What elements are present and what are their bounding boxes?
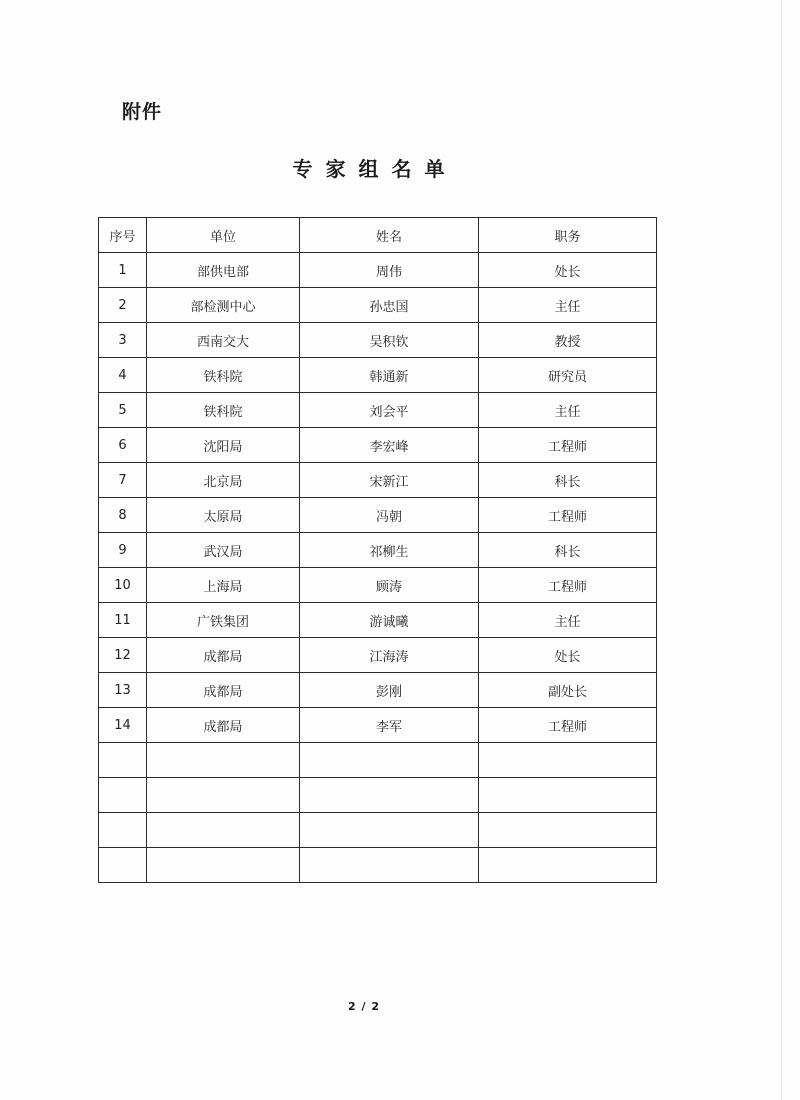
empty-table-row (99, 848, 657, 883)
cell-name: 顾涛 (300, 568, 479, 603)
cell-name: 韩通新 (300, 358, 479, 393)
cell-position: 科长 (479, 463, 657, 498)
table-row (99, 323, 657, 358)
table-row (99, 533, 657, 568)
table-row (99, 673, 657, 708)
empty-table-row (99, 743, 657, 778)
empty-cell (479, 813, 657, 848)
empty-cell (99, 848, 147, 883)
cell-unit: 成都局 (147, 638, 300, 673)
cell-position: 科长 (479, 533, 657, 568)
cell-index: 9 (99, 533, 147, 568)
cell-unit: 西南交大 (147, 323, 300, 358)
cell-position: 主任 (479, 288, 657, 323)
empty-cell (479, 743, 657, 778)
cell-index: 13 (99, 673, 147, 708)
empty-cell (147, 743, 300, 778)
cell-unit: 武汉局 (147, 533, 300, 568)
table-row (99, 708, 657, 743)
cell-unit: 部检测中心 (147, 288, 300, 323)
table-row (99, 463, 657, 498)
cell-index: 5 (99, 393, 147, 428)
header-index: 序号 (99, 218, 147, 253)
cell-index: 2 (99, 288, 147, 323)
cell-index: 4 (99, 358, 147, 393)
cell-index: 12 (99, 638, 147, 673)
cell-position: 研究员 (479, 358, 657, 393)
empty-cell (147, 778, 300, 813)
cell-name: 周伟 (300, 253, 479, 288)
cell-name: 吴积钦 (300, 323, 479, 358)
scan-edge-line (781, 0, 782, 1100)
cell-unit: 上海局 (147, 568, 300, 603)
attachment-label: 附件 (122, 101, 163, 123)
cell-unit: 铁科院 (147, 358, 300, 393)
table-row (99, 638, 657, 673)
empty-cell (300, 743, 479, 778)
table-row (99, 568, 657, 603)
page-number: 2 / 2 (348, 1000, 380, 1013)
cell-name: 宋新江 (300, 463, 479, 498)
empty-cell (147, 848, 300, 883)
cell-index: 11 (99, 603, 147, 638)
cell-position: 处长 (479, 253, 657, 288)
cell-index: 3 (99, 323, 147, 358)
cell-unit: 太原局 (147, 498, 300, 533)
cell-unit: 北京局 (147, 463, 300, 498)
cell-index: 8 (99, 498, 147, 533)
table-row (99, 498, 657, 533)
cell-name: 刘会平 (300, 393, 479, 428)
cell-position: 副处长 (479, 673, 657, 708)
empty-cell (300, 778, 479, 813)
table-row (99, 603, 657, 638)
cell-position: 工程师 (479, 708, 657, 743)
cell-index: 14 (99, 708, 147, 743)
empty-cell (300, 848, 479, 883)
header-unit: 单位 (147, 218, 300, 253)
expert-list-table (98, 217, 657, 883)
cell-unit: 部供电部 (147, 253, 300, 288)
cell-name: 祁柳生 (300, 533, 479, 568)
cell-position: 处长 (479, 638, 657, 673)
cell-name: 李宏峰 (300, 428, 479, 463)
table-row (99, 358, 657, 393)
cell-unit: 铁科院 (147, 393, 300, 428)
cell-index: 1 (99, 253, 147, 288)
empty-table-row (99, 778, 657, 813)
cell-index: 7 (99, 463, 147, 498)
cell-unit: 成都局 (147, 708, 300, 743)
cell-name: 游诚曦 (300, 603, 479, 638)
cell-position: 工程师 (479, 498, 657, 533)
table-header-row (99, 218, 657, 253)
cell-name: 冯朝 (300, 498, 479, 533)
cell-name: 江海涛 (300, 638, 479, 673)
cell-position: 主任 (479, 603, 657, 638)
cell-unit: 沈阳局 (147, 428, 300, 463)
cell-name: 李军 (300, 708, 479, 743)
header-position: 职务 (479, 218, 657, 253)
document-title: 专家组名单 (292, 157, 458, 181)
empty-cell (99, 778, 147, 813)
table-row (99, 253, 657, 288)
empty-cell (300, 813, 479, 848)
empty-cell (479, 848, 657, 883)
cell-index: 6 (99, 428, 147, 463)
cell-position: 工程师 (479, 568, 657, 603)
table-row (99, 428, 657, 463)
header-name: 姓名 (300, 218, 479, 253)
cell-name: 彭刚 (300, 673, 479, 708)
empty-table-row (99, 813, 657, 848)
table-row (99, 288, 657, 323)
cell-name: 孙忠国 (300, 288, 479, 323)
cell-position: 教授 (479, 323, 657, 358)
cell-index: 10 (99, 568, 147, 603)
cell-position: 工程师 (479, 428, 657, 463)
empty-cell (99, 813, 147, 848)
empty-cell (147, 813, 300, 848)
cell-unit: 成都局 (147, 673, 300, 708)
cell-unit: 广铁集团 (147, 603, 300, 638)
empty-cell (99, 743, 147, 778)
cell-position: 主任 (479, 393, 657, 428)
table-body (99, 253, 657, 883)
empty-cell (479, 778, 657, 813)
table-row (99, 393, 657, 428)
